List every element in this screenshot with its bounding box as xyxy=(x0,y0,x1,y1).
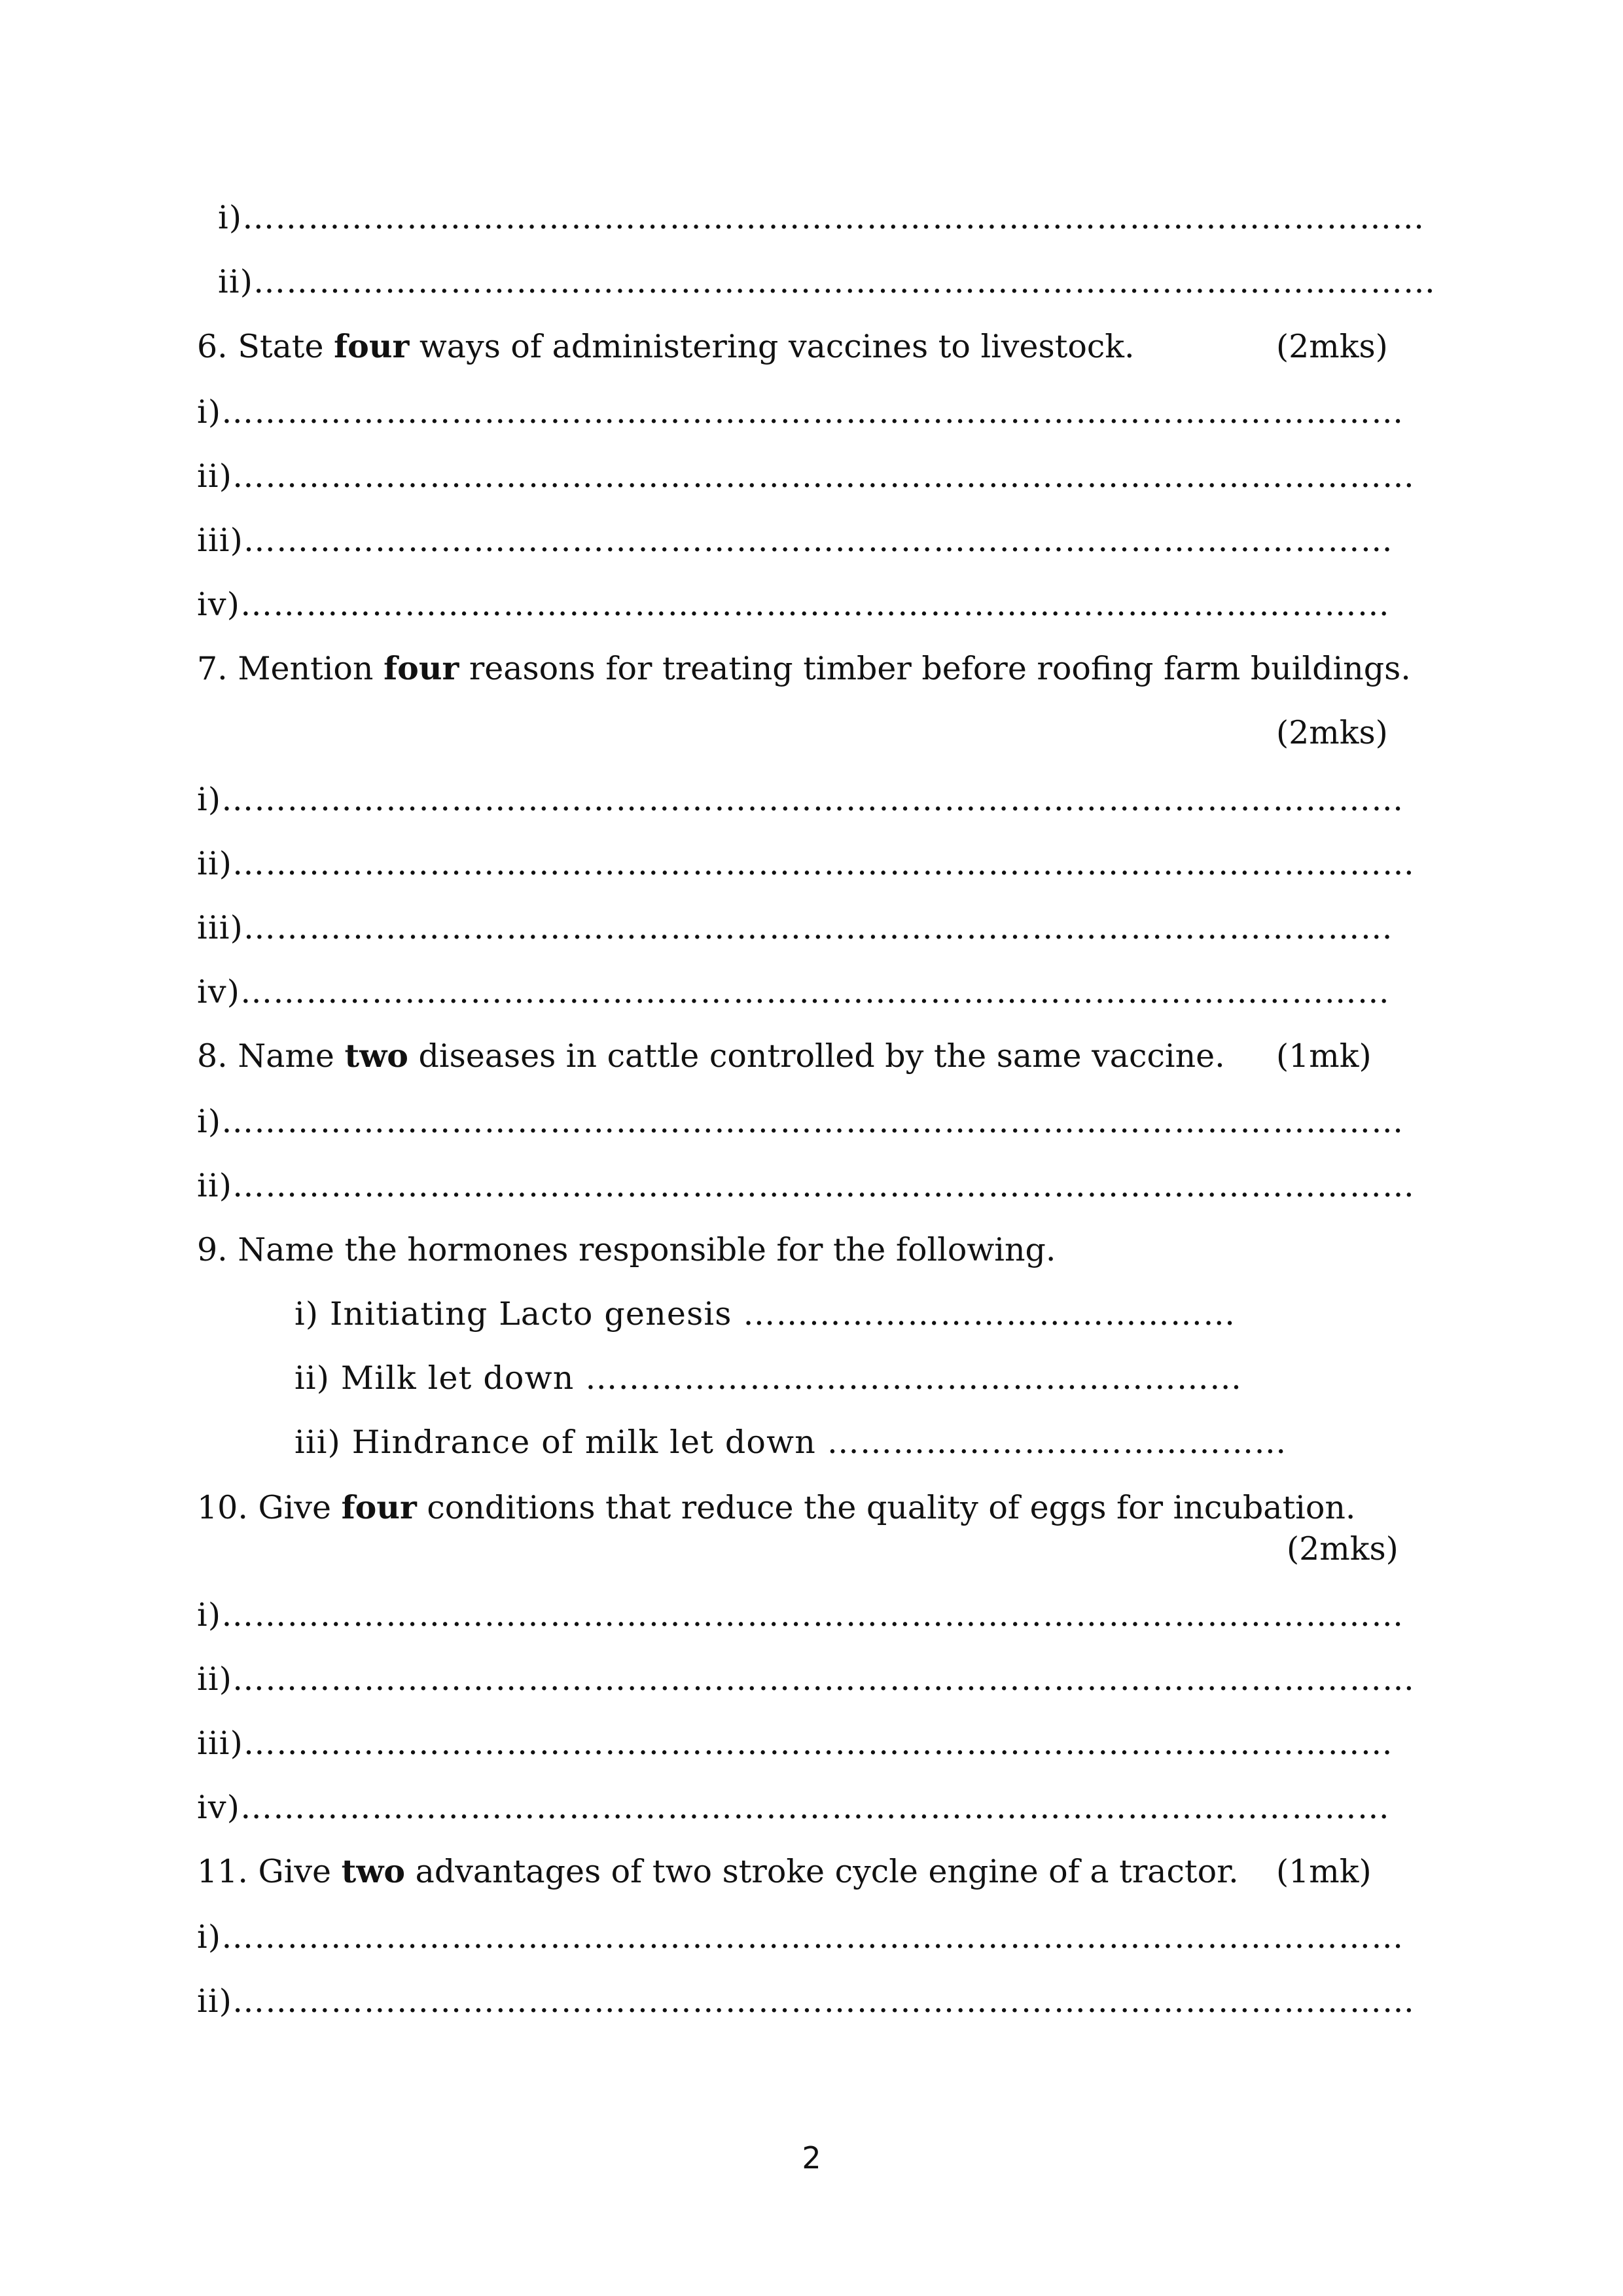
q10-answer-line-2[interactable]: ii)……………………………………………………………………………………………… xyxy=(197,1660,1416,1698)
question-10-emphasis: four xyxy=(341,1488,417,1526)
question-9: 9. Name the hormones responsible for the following. xyxy=(197,1231,1056,1268)
question-10-suffix: conditions that reduce the quality of eggs for incubation. xyxy=(416,1489,1356,1526)
question-7-emphasis: four xyxy=(383,649,459,687)
question-6-emphasis: four xyxy=(334,327,410,365)
question-11-suffix: advantages of two stroke cycle engine of a tractor. xyxy=(405,1853,1239,1890)
q9-item-2[interactable]: ii) Milk let down …………………………………………………… xyxy=(294,1359,1243,1397)
question-8 xyxy=(197,1037,1225,1075)
question-6 xyxy=(197,327,1135,365)
q5-answer-line-1[interactable]: i)……………………………………………………………………………………………… xyxy=(218,199,1425,236)
question-8-marks: (1mk) xyxy=(1276,1037,1372,1075)
q6-answer-line-1[interactable]: i)……………………………………………………………………………………………… xyxy=(197,393,1404,431)
q8-answer-line-2[interactable]: ii)……………………………………………………………………………………………… xyxy=(197,1167,1416,1204)
question-6-prefix: 6. State xyxy=(197,328,334,365)
q9-item-3[interactable]: iii) Hindrance of milk let down …………………………………… xyxy=(294,1424,1287,1461)
q6-answer-line-2[interactable]: ii)……………………………………………………………………………………………… xyxy=(197,457,1416,495)
page-number: 2 xyxy=(802,2140,821,2176)
q10-answer-line-1[interactable]: i)……………………………………………………………………………………………… xyxy=(197,1596,1404,1634)
question-8-emphasis: two xyxy=(344,1037,408,1075)
question-11-prefix: 11. Give xyxy=(197,1853,342,1890)
question-6-suffix: ways of administering vaccines to livestock. xyxy=(409,328,1135,365)
q8-answer-line-1[interactable]: i)……………………………………………………………………………………………… xyxy=(197,1103,1404,1140)
q7-answer-line-1[interactable]: i)……………………………………………………………………………………………… xyxy=(197,781,1404,818)
question-7 xyxy=(197,649,1411,687)
question-8-prefix: 8. Name xyxy=(197,1037,345,1075)
question-10-prefix: 10. Give xyxy=(197,1489,342,1526)
question-6-marks: (2mks) xyxy=(1276,328,1388,365)
q11-answer-line-1[interactable]: i)……………………………………………………………………………………………… xyxy=(197,1918,1404,1956)
question-7-marks: (2mks) xyxy=(1276,714,1388,751)
question-7-suffix: reasons for treating timber before roofing farm buildings. xyxy=(459,650,1411,687)
question-10-marks: (2mks) xyxy=(1287,1530,1399,1568)
q7-answer-line-2[interactable]: ii)……………………………………………………………………………………………… xyxy=(197,845,1416,882)
q6-answer-line-3[interactable]: iii)…………………………………………………………………………………………… xyxy=(197,522,1393,559)
q10-answer-line-4[interactable]: iv)…………………………………………………………………………………………… xyxy=(197,1789,1391,1826)
q10-answer-line-3[interactable]: iii)…………………………………………………………………………………………… xyxy=(197,1725,1393,1762)
q11-answer-line-2[interactable]: ii)……………………………………………………………………………………………… xyxy=(197,1982,1416,2020)
question-11-emphasis: two xyxy=(341,1852,406,1890)
question-11-marks: (1mk) xyxy=(1276,1853,1372,1890)
question-11 xyxy=(197,1852,1239,1890)
question-7-prefix: 7. Mention xyxy=(197,650,384,687)
q5-answer-line-2[interactable]: ii)……………………………………………………………………………………………… xyxy=(218,263,1436,300)
question-10 xyxy=(197,1488,1356,1526)
q9-item-1[interactable]: i) Initiating Lacto genesis ……………………………………… xyxy=(294,1295,1236,1333)
q6-answer-line-4[interactable]: iv)…………………………………………………………………………………………… xyxy=(197,586,1391,623)
q7-answer-line-3[interactable]: iii)…………………………………………………………………………………………… xyxy=(197,909,1393,946)
question-8-suffix: diseases in cattle controlled by the same vaccine. xyxy=(408,1037,1225,1075)
q7-answer-line-4[interactable]: iv)…………………………………………………………………………………………… xyxy=(197,973,1391,1011)
